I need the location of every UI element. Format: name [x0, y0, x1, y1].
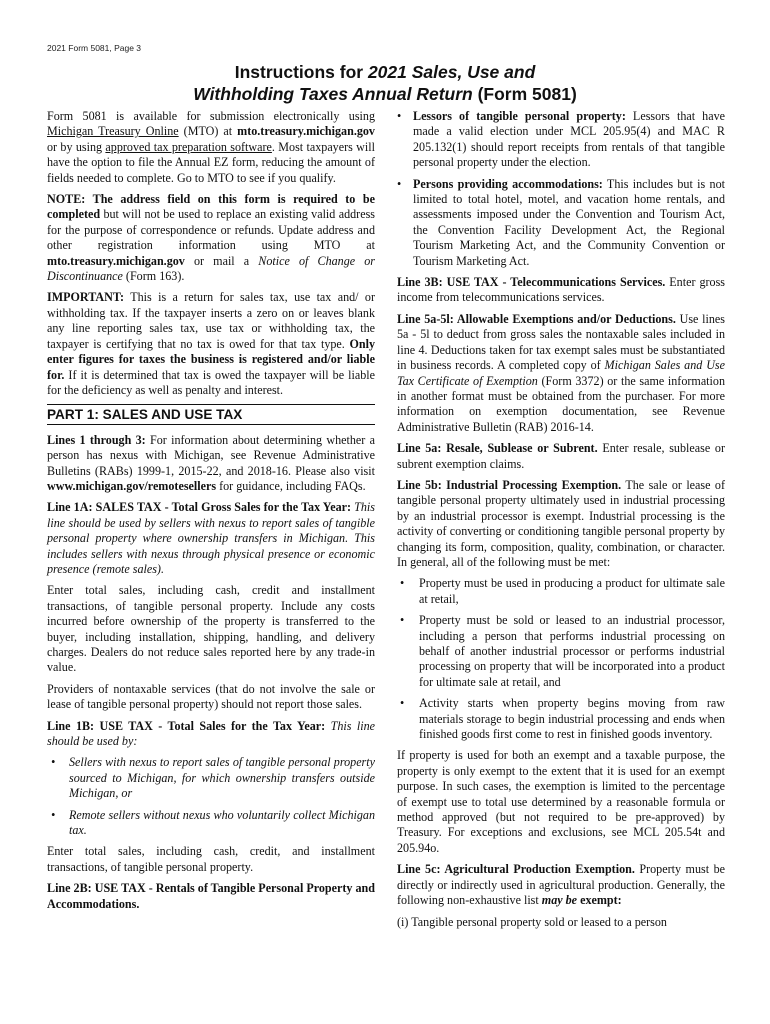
list-item: • Activity starts when property begins moving from raw materials storage to begin industrial processing and ends when finished goods first come to rest in finished goods inventory. — [400, 696, 725, 742]
list-item: • Sellers with nexus to report sales of tangible personal property sourced to Michigan, for which ownership transfers outside Michigan, or — [51, 755, 375, 801]
mto-url-note[interactable]: mto.treasury.michigan.gov — [47, 253, 185, 268]
line-5b-paragraph: Line 5b: Industrial Processing Exemption. The sale or lease of tangible personal property ultimately used in industrial processing by an industrial processor is exempt. Industrial processing is the activity of converting or conditioning tangible personal property by changing its form, composition, quality, combination, or character. In general, all of the following must be met: — [397, 477, 726, 569]
list-item: • Lessors of tangible personal property: Lessors that have made a valid election under MCL 205.95(4) and MAC R 205.132(1) should report receipts from rentals of that tangible personal property under the election. — [397, 109, 726, 170]
intro-paragraph: Form 5081 is available for submission electronically using Michigan Treasury Online (MTO) at mto.treasury.michigan.gov or by using approved tax preparation software. Most taxpayers will have the option to file the Annual EZ form, reducing the amount of fields needed to complete. Go to MTO to see if you qualify. — [47, 109, 375, 185]
enter-total-sales-paragraph: Enter total sales, including cash, credit and installment transactions, of tangible personal property. Include any costs incurred before ownership of the property is transferred to the buyer, including installation, shipping, handling, and delivery charges. Dealers do not reduce sales reported here by any trade-in value. — [47, 583, 375, 675]
page-header: 2021 Form 5081, Page 3 — [47, 43, 142, 53]
line-3b-paragraph: Line 3B: USE TAX - Telecommunications Services. Enter gross income from telecommunications services. — [397, 275, 725, 305]
mto-link[interactable]: Michigan Treasury Online — [47, 124, 179, 139]
list-item: • Persons providing accommodations: This includes but is not limited to total hotel, motel, and vacation home rentals, and assessments imposed under the Convention and Tourism Act, the Convention Facility Development Act, the Regional Tourism Marketing Act, and the Community Convention or Tourism Marketing Act. — [397, 176, 725, 268]
line-2b-list — [397, 109, 725, 269]
nontaxable-services-paragraph: Providers of nontaxable services (that do not involve the sale or lease of tangible personal property) should not report those sales. — [47, 681, 375, 712]
line-5b-list — [397, 576, 725, 742]
page-title-line-1: Instructions for 2021 Sales, Use and — [234, 62, 536, 82]
list-item: • Property must be sold or leased to an industrial processor, including a person that performs industrial processing on behalf of another industrial processor or performs industrial processing on property that will be incorporated into a product for ultimate sale at retail, and — [400, 613, 725, 689]
line-1a-paragraph: Line 1A: SALES TAX - Total Gross Sales for the Tax Year: This line should be used by sellers with nexus to report sales of tangible personal property where ownership transfers in Michigan. This includes sellers with nexus through physical presence or economic presence (remote sales). — [47, 500, 375, 576]
line-2b-heading: Line 2B: USE TAX - Rentals of Tangible Personal Property and Accommodations. — [47, 881, 375, 911]
note-paragraph: NOTE: The address field on this form is required to be completed but will not be used to replace an existing valid address for the purpose of correspondence or refunds. Update address and other registration information using MTO at mto.treasury.michigan.gov or mail a Notice of Change or Discontinuance (Form 163). — [47, 192, 376, 284]
list-item: • Remote sellers without nexus who voluntarily collect Michigan tax. — [51, 807, 375, 838]
line-1b-paragraph: Line 1B: USE TAX - Total Sales for the Tax Year: This line should be used by: — [47, 718, 375, 749]
important-paragraph: IMPORTANT: This is a return for sales tax, use tax and/ or withholding tax. If the taxpayer inserts a zero on or leaves blank any line reporting sales tax, use tax or withholding tax, the taxpayer is certifying that no tax is owed for that tax type. Only enter figures for taxes the business is registered and/or liable for. If it is determined that tax is owed the taxpayer will be liable for the deficiency as well as penalty and interest. — [47, 290, 375, 397]
approved-software-link[interactable]: approved tax preparation software — [105, 139, 272, 154]
line-5a-paragraph: Line 5a: Resale, Sublease or Subrent. Enter resale, sublease or subrent exemption claims. — [397, 441, 725, 471]
line-5c-paragraph: Line 5c: Agricultural Production Exemption. Property must be directly or indirectly used in agricultural production. Generally, the following non-exhaustive list may be exempt: — [397, 862, 725, 908]
page-title-line-2: Withholding Taxes Annual Return (Form 5081) — [193, 84, 577, 104]
mixed-use-paragraph: If property is used for both an exempt and a taxable purpose, the property is only exempt to the extent that it is used for an exempt purpose. In such cases, the exemption is limited to the percentage of exempt use to total use determined by a reasonable formula or method approved (but not required to be pre-approved) by Treasury. For exceptions and exclusions, see MCL 205.54t and 205.94o. — [397, 748, 725, 855]
lines-1-3-paragraph: Lines 1 through 3: For information about determining whether a person has nexus with Michigan, see Revenue Administrative Bulletins (RABs) 1999-1, 2015-22, and 2018-16. Please also visit www.michigan.gov/remotesellers for guidance, including FAQs. — [47, 432, 375, 493]
mto-url[interactable]: mto.treasury.michigan.gov — [237, 124, 375, 139]
enter-total-sales-2-paragraph: Enter total sales, including cash, credit, and installment transactions, of tangible personal property. — [47, 844, 375, 874]
line-1b-list — [47, 755, 375, 838]
left-column — [47, 109, 375, 918]
line-5c-item-1: (i) Tangible personal property sold or leased to a person — [397, 914, 667, 929]
part-1-heading: PART 1: SALES AND USE TAX — [47, 404, 375, 424]
right-column — [397, 109, 725, 936]
remotesellers-url[interactable]: www.michigan.gov/remotesellers — [47, 478, 217, 493]
line-5a-5l-paragraph: Line 5a-5l: Allowable Exemptions and/or Deductions. Use lines 5a - 5l to deduct from gross sales the nontaxable sales included in line 4. Deductions taken for tax exempt sales must be substantiated in business records. A completed copy of Michigan Sales and Use Tax Certificate of Exemption (Form 3372) or the same information in another format must be obtained from the purchaser. For more information on exemption documentation, see Revenue Administrative Bulletin (RAB) 2016-14. — [397, 311, 725, 434]
list-item: • Property must be used in producing a product for ultimate sale at retail, — [400, 576, 725, 606]
